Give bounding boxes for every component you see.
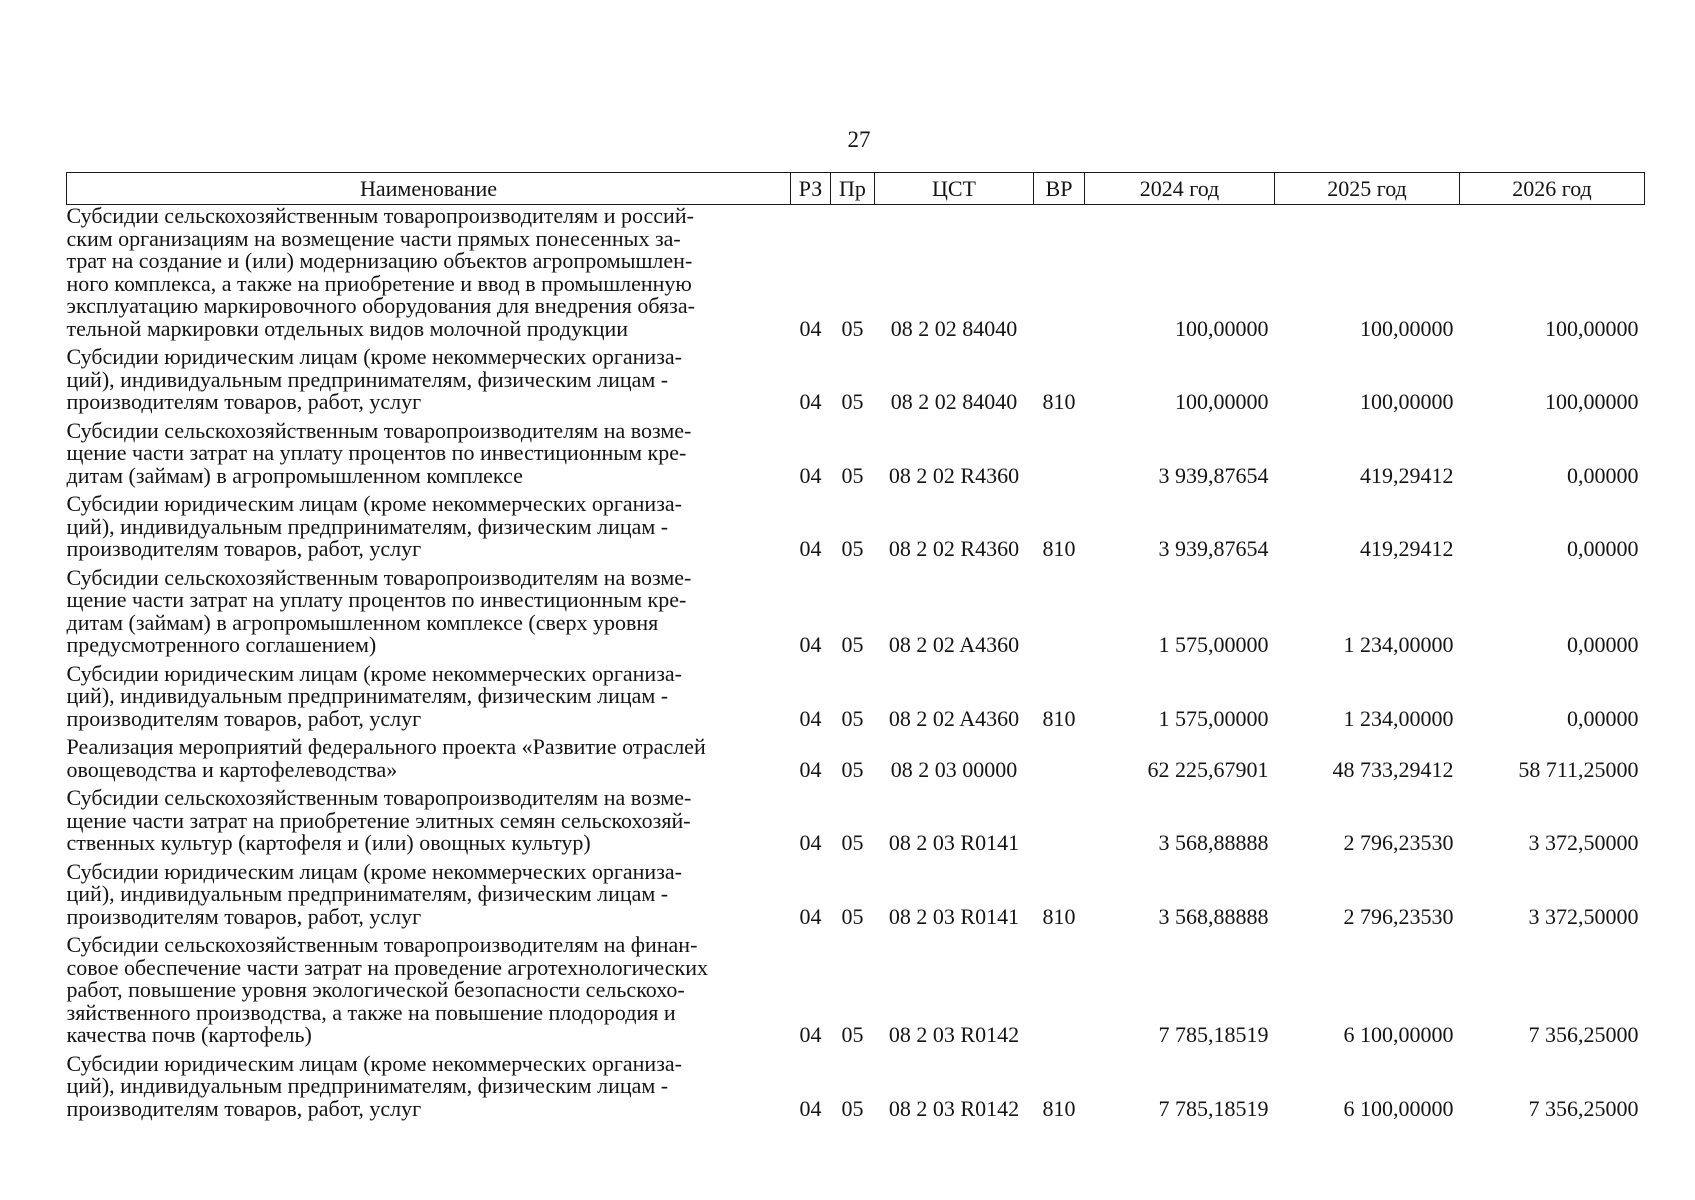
row-pr: 05 [841,462,864,488]
row-name [67,736,791,787]
row-value-2026: 3 372,50000 [1528,903,1639,929]
row-vr [1034,787,1085,861]
row-name-line: Субсидии сельскохозяйственным товаропроизводителям на возме- [66,417,692,443]
row-name-line: дитам (займам) в агропромышленном комплексе (сверх уровня [66,609,659,635]
row-name [66,564,791,663]
row-name-line: ций), индивидуальным предпринимателям, физическим лицам - [66,513,669,539]
header-row [67,173,1645,205]
row-name-line: ций), индивидуальным предпринимателям, физическим лицам - [66,366,669,392]
row-rz: 04 [799,705,822,731]
table-row [67,861,1645,935]
row-value-2026: 7 356,25000 [1528,1022,1639,1047]
row-vr [1034,205,1085,347]
table-row [67,420,1645,494]
row-name [66,1050,791,1127]
row-value-2024: 3 939,87654 [1158,536,1269,561]
row-value-2025: 1 234,00000 [1343,705,1454,731]
row-pr: 05 [841,830,864,855]
row-value-2024: 1 575,00000 [1158,705,1269,731]
row-name-line: качества почв (картофель) [66,1022,312,1047]
row-name-line: производителям товаров, работ, услуг [66,903,422,929]
row-name-line: Субсидии сельскохозяйственным товаропроизводителям на возме- [66,785,692,810]
row-value-2026: 3 372,50000 [1528,830,1639,855]
row-name-line: Субсидии юридическим лицам (кроме некоммерческих организа- [66,344,682,369]
row-value-2026: 100,00000 [1545,389,1639,414]
row-vr [1034,567,1085,663]
row-value-2025: 2 796,23530 [1343,903,1454,929]
row-value-2024: 1 575,00000 [1158,632,1269,657]
row-value-2024: 7 785,18519 [1158,1022,1269,1047]
row-rz: 04 [799,903,822,929]
row-name-line: производителям товаров, работ, услуг [66,389,422,414]
row-name-line: Субсидии юридическим лицам (кроме некоммерческих организа- [66,858,682,884]
row-name-line: Субсидии сельскохозяйственным товаропроизводителям на возме- [66,564,692,590]
row-name-line: Субсидии сельскохозяйственным товаропроизводителям на финан- [66,932,698,957]
budget-table [66,172,1645,1126]
row-name-line: совое обеспечение части затрат на проведение агротехнологических [66,954,708,980]
row-vr: 810 [1042,903,1076,929]
header-2025: 2025 год [1275,173,1460,205]
page-number: 27 [847,127,871,152]
row-name-line: щение части затрат на приобретение элитных семян сельскохозяй- [66,807,691,833]
row-name-line: производителям товаров, работ, услуг [66,1095,422,1121]
row-value-2024: 7 785,18519 [1158,1095,1269,1121]
row-rz: 04 [799,315,822,341]
row-name [67,493,791,567]
row-value-2026: 100,00000 [1545,315,1639,341]
row-cst: 08 2 02 A4360 [888,705,1020,731]
table-row [67,205,1645,347]
row-rz: 04 [799,536,822,561]
row-cst: 08 2 03 R0142 [888,1022,1020,1047]
row-name-line: производителям товаров, работ, услуг [66,536,422,561]
table-row [67,934,1645,1053]
row-name-line: ного комплекса, а также на приобретение и ввод в промышленную [66,270,692,296]
row-cst: 08 2 02 R4360 [888,462,1020,488]
row-name [66,858,791,935]
row-pr: 05 [841,632,864,657]
row-value-2024: 3 568,88888 [1158,830,1269,855]
row-vr: 810 [1042,389,1076,414]
table-row [67,663,1645,737]
row-value-2026: 0,00000 [1567,536,1639,561]
row-cst: 08 2 02 84040 [890,389,1018,414]
row-cst: 08 2 03 R0141 [888,903,1020,929]
row-value-2025: 100,00000 [1360,315,1454,341]
row-name-line: Реализация мероприятий федерального проекта «Развитие отраслей [66,734,706,759]
row-pr: 05 [841,903,864,929]
row-value-2025: 1 234,00000 [1343,632,1454,657]
row-pr: 05 [841,705,864,731]
row-value-2024: 62 225,67901 [1147,756,1269,782]
row-name-line: щение части затрат на уплату процентов по инвестиционным кре- [66,587,687,612]
row-value-2026: 0,00000 [1567,705,1639,731]
row-pr: 05 [841,315,864,341]
row-rz: 04 [799,389,822,414]
row-name-line: ственных культур (картофеля и (или) овощных культур) [66,830,591,855]
row-cst: 08 2 03 R0141 [888,830,1020,855]
row-vr [1034,420,1085,494]
header-name: Наименование [67,173,791,205]
row-name-line: овощеводства и картофелеводства» [66,756,398,782]
header-cst: ЦСТ [875,173,1034,205]
row-name-line: щение части затрат на уплату процентов по инвестиционным кре- [66,440,687,465]
row-value-2025: 6 100,00000 [1343,1022,1454,1047]
table-row [67,1053,1645,1127]
table-row [67,736,1645,787]
row-name [67,787,791,861]
table-row [67,567,1645,663]
row-value-2025: 6 100,00000 [1343,1095,1454,1121]
row-rz: 04 [799,462,822,488]
row-name-line: ским организациям на возмещение части прямых понесенных за- [66,225,681,251]
row-pr: 05 [841,389,864,414]
row-name-line: дитам (займам) в агропромышленном комплексе [66,462,523,488]
row-cst: 08 2 03 00000 [890,756,1018,782]
row-rz: 04 [799,1022,822,1047]
row-name-line: Субсидии сельскохозяйственным товаропроизводителям и россий- [66,203,694,228]
row-name-line: предусмотренного соглашением) [66,632,377,657]
header-pr: Пр [831,173,875,205]
row-pr: 05 [841,536,864,561]
row-value-2025: 2 796,23530 [1343,830,1454,855]
row-name-line: трат на создание и (или) модернизацию объектов агропромышлен- [66,248,693,273]
row-name-line: тельной маркировки отдельных видов молочной продукции [66,315,629,341]
header-rz: РЗ [791,173,831,205]
row-name-line: ций), индивидуальным предпринимателям, физическим лицам - [66,683,669,708]
row-cst: 08 2 02 A4360 [888,632,1020,657]
row-name [66,660,791,737]
row-value-2025: 48 733,29412 [1332,756,1454,782]
row-name [67,934,791,1053]
row-value-2026: 58 711,25000 [1518,756,1639,782]
row-name-line: ций), индивидуальным предпринимателям, физическим лицам - [66,1073,669,1098]
row-vr [1034,934,1085,1053]
row-name-line: работ, повышение уровня экологической безопасности сельскохо- [66,977,685,1002]
row-value-2024: 3 568,88888 [1158,903,1269,929]
row-value-2025: 100,00000 [1360,389,1454,414]
row-pr: 05 [841,756,864,782]
row-value-2025: 419,29412 [1360,462,1454,488]
row-name-line: Субсидии юридическим лицам (кроме некоммерческих организа- [66,491,682,516]
row-value-2026: 7 356,25000 [1528,1095,1639,1121]
row-vr [1034,736,1085,787]
row-cst: 08 2 02 R4360 [888,536,1020,561]
table-header [67,173,1645,205]
row-name-line: ций), индивидуальным предпринимателям, физическим лицам - [66,881,669,906]
row-name-line: зяйственного производства, а также на повышение плодородия и [66,999,676,1025]
header-vr: ВР [1034,173,1085,205]
row-value-2026: 0,00000 [1567,632,1639,657]
row-name-line: Субсидии юридическим лицам (кроме некоммерческих организа- [66,660,682,686]
row-vr: 810 [1042,705,1076,731]
row-pr: 05 [841,1022,864,1047]
row-rz: 04 [799,756,822,782]
row-rz: 04 [799,1095,822,1121]
row-vr: 810 [1042,1095,1076,1121]
table-row [67,346,1645,420]
row-value-2024: 100,00000 [1175,315,1269,341]
row-value-2025: 419,29412 [1360,536,1454,561]
row-rz: 04 [799,632,822,657]
row-value-2024: 3 939,87654 [1158,462,1269,488]
row-name-line: эксплуатацию маркировочного оборудования для внедрения обяза- [66,293,695,318]
row-name-line: Субсидии юридическим лицам (кроме некоммерческих организа- [66,1050,682,1076]
table-row [67,787,1645,861]
row-name [67,346,791,420]
row-vr: 810 [1042,536,1076,561]
row-cst: 08 2 03 R0142 [888,1095,1020,1121]
row-name [66,417,791,494]
row-name [67,205,791,347]
table-row [67,493,1645,567]
header-2026: 2026 год [1460,173,1645,205]
row-value-2024: 100,00000 [1175,389,1269,414]
header-2024: 2024 год [1085,173,1275,205]
row-pr: 05 [841,1095,864,1121]
row-name-line: производителям товаров, работ, услуг [66,705,422,731]
row-value-2026: 0,00000 [1567,462,1639,488]
row-cst: 08 2 02 84040 [890,315,1018,341]
table-body [67,205,1645,1127]
row-rz: 04 [799,830,822,855]
